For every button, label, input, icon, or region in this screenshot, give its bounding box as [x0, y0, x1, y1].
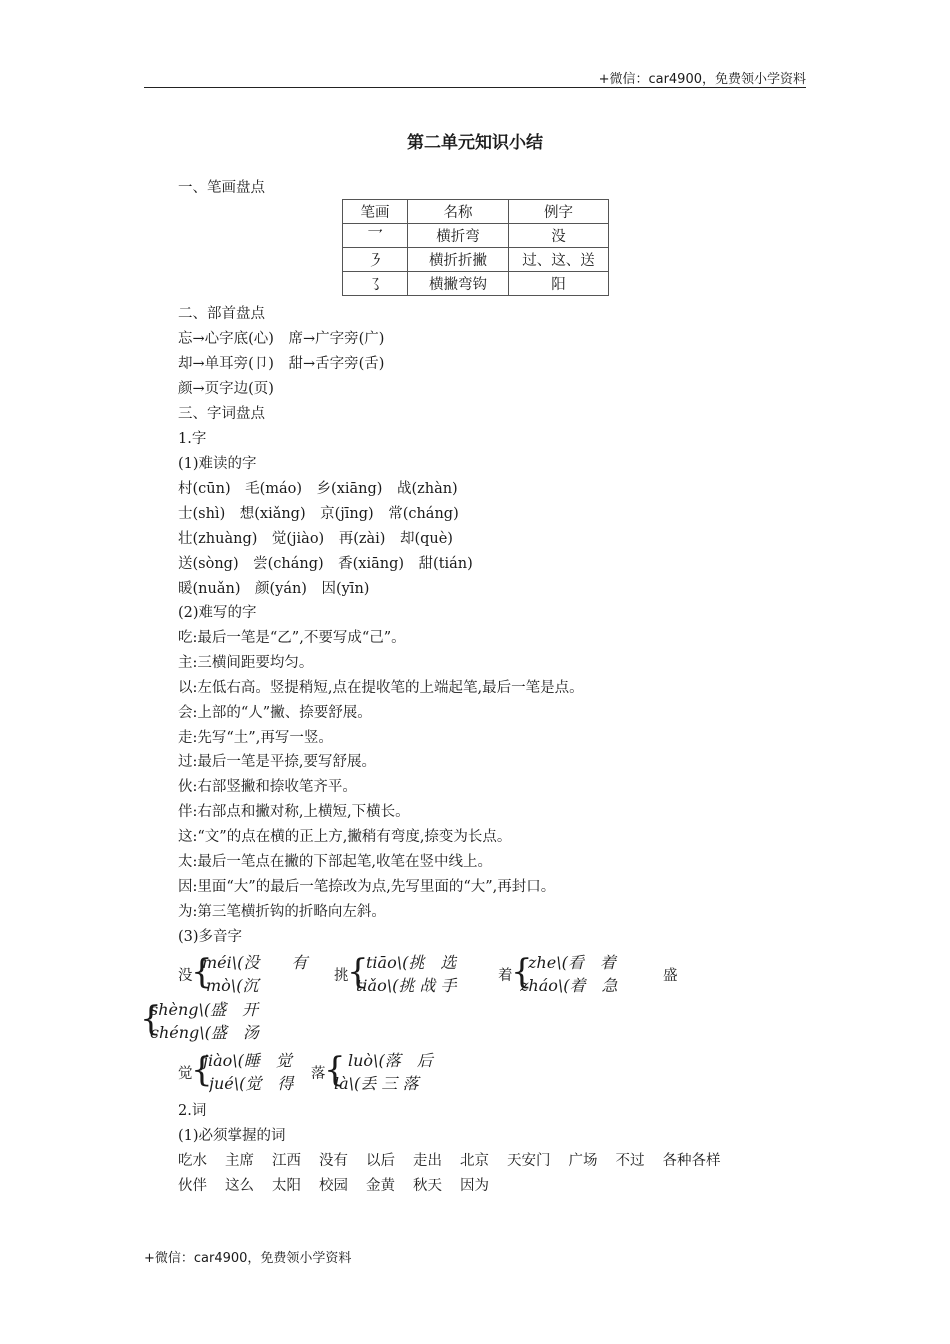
brace-icon: { — [191, 952, 213, 992]
stroke-example: 过、这、送 — [509, 248, 609, 272]
brace-icon: { — [140, 999, 162, 1039]
word-item: 以后 — [366, 1153, 395, 1169]
word-item: 因为 — [460, 1178, 489, 1194]
word-item: 广场 — [568, 1153, 598, 1169]
table-header-cell: 笔画 — [343, 200, 408, 224]
polyphone-reading: chéng\(盛 汤 — [150, 1023, 259, 1042]
table-header-cell: 名称 — [408, 200, 509, 224]
word-item: 吃水 — [178, 1153, 207, 1169]
word-item: 走出 — [413, 1153, 442, 1169]
page-title: 第二单元知识小结 — [407, 133, 543, 153]
hard-write-line: 为:第三笔横折钩的折略向左斜。 — [178, 904, 386, 920]
brace-icon: { — [347, 952, 369, 992]
header-note: +微信：car4900，免费领小学资料 — [598, 72, 806, 87]
stroke-example: 阳 — [509, 272, 609, 296]
section1-heading: 一、笔画盘点 — [178, 180, 265, 196]
polyphone-reading: zháo\(着 急 — [520, 976, 618, 995]
word-item: 秋天 — [413, 1178, 442, 1194]
stroke-example: 没 — [509, 224, 609, 248]
stroke-table — [342, 199, 609, 296]
word-item: 天安门 — [507, 1153, 551, 1169]
polyphone-char: 没 — [178, 968, 193, 984]
must-words-heading: (1)必须掌握的词 — [178, 1128, 286, 1144]
polyphone-reading: zhe\(看 着 — [528, 953, 616, 972]
hard-write-line: 伴:右部点和撇对称,上横短,下横长。 — [178, 804, 410, 820]
word-item: 江西 — [272, 1153, 301, 1169]
hard-read-line: 壮(zhuàng) 觉(jiào) 再(zài) 却(què) — [178, 531, 453, 547]
hard-write-line: 过:最后一笔是平捺,要写舒展。 — [178, 754, 376, 770]
word-item: 金黄 — [366, 1178, 395, 1194]
polyphone-reading: luò\(落 后 — [348, 1051, 433, 1070]
table-row — [343, 272, 609, 296]
hard-write-line: 太:最后一笔点在撇的下部起笔,收笔在竖中线上。 — [178, 854, 492, 870]
polyphone-reading: tiāo\(挑 选 — [366, 953, 457, 972]
polyphone-char: 盛 — [663, 968, 678, 984]
word-item: 校园 — [319, 1178, 348, 1194]
polyphone-reading: tiǎo\(挑 战 手 — [356, 976, 457, 995]
hard-write-line: 走:先写“土”,再写一竖。 — [178, 730, 333, 746]
footer-note: +微信：car4900，免费领小学资料 — [144, 1251, 352, 1266]
hard-read-line: 士(shì) 想(xiǎng) 京(jīng) 常(cháng) — [178, 506, 459, 522]
table-row — [343, 248, 609, 272]
subsection-characters: 1.字 — [178, 431, 207, 447]
polyphone-reading: mò\(沉 — [206, 976, 259, 995]
header-divider — [144, 87, 806, 88]
hard-write-line: 主:三横间距要均匀。 — [178, 655, 314, 671]
word-item: 各种各样 — [662, 1153, 721, 1169]
hard-write-line: 这:“文”的点在横的正上方,撇稍有弯度,捺变为长点。 — [178, 829, 512, 845]
stroke-name: 横折折撇 — [408, 248, 509, 272]
section3-heading: 三、字词盘点 — [178, 406, 265, 422]
hard-read-line: 送(sòng) 尝(cháng) 香(xiāng) 甜(tián) — [178, 556, 473, 572]
polyphone-heading: (3)多音字 — [178, 929, 243, 945]
radical-line: 却→单耳旁(卩) 甜→舌字旁(舌) — [178, 356, 385, 372]
table-header-row — [343, 200, 609, 224]
brace-icon: { — [511, 952, 533, 992]
hard-write-line: 会:上部的“人”撇、捺要舒展。 — [178, 705, 372, 721]
hard-write-line: 因:里面“大”的最后一笔捺改为点,先写里面的“大”,再封口。 — [178, 879, 556, 895]
word-item: 不过 — [615, 1153, 645, 1169]
polyphone-char: 着 — [498, 968, 513, 984]
table-row — [343, 224, 609, 248]
radical-line: 忘→心字底(心) 席→广字旁(广) — [178, 331, 385, 347]
hard-write-heading: (2)难写的字 — [178, 605, 257, 621]
radical-line: 颜→页字边(页) — [178, 381, 274, 397]
word-list-row — [178, 1176, 507, 1196]
polyphone-char: 觉 — [178, 1066, 193, 1082]
brace-icon: { — [191, 1050, 213, 1090]
hard-write-line: 以:左低右高。竖提稍短,点在提收笔的上端起笔,最后一笔是点。 — [178, 680, 584, 696]
word-item: 没有 — [319, 1153, 348, 1169]
polyphone-char: 落 — [311, 1066, 326, 1082]
table-header-cell: 例字 — [509, 200, 609, 224]
polyphone-reading: jué\(觉 得 — [209, 1074, 294, 1093]
section2-heading: 二、部首盘点 — [178, 306, 265, 322]
hard-read-line: 暖(nuǎn) 颜(yán) 因(yīn) — [178, 581, 370, 597]
brace-icon: { — [324, 1050, 346, 1090]
subsection-words: 2.词 — [178, 1103, 207, 1119]
polyphone-char: 挑 — [334, 968, 349, 984]
word-item: 这么 — [225, 1178, 254, 1194]
hard-write-line: 吃:最后一笔是“乙”,不要写成“己”。 — [178, 630, 406, 646]
hard-write-line: 伙:右部竖撇和捺收笔齐平。 — [178, 779, 357, 795]
stroke-glyph: 乛 — [343, 224, 408, 248]
hard-read-line: 村(cūn) 毛(máo) 乡(xiāng) 战(zhàn) — [178, 481, 458, 497]
hard-read-heading: (1)难读的字 — [178, 456, 257, 472]
polyphone-reading: shèng\(盛 开 — [150, 1000, 259, 1019]
word-list-row — [178, 1151, 739, 1171]
polyphone-reading: méi\(没 有 — [202, 953, 308, 972]
word-item: 伙伴 — [178, 1178, 207, 1194]
stroke-glyph: ㇌ — [343, 272, 408, 296]
polyphone-reading: jiào\(睡 觉 — [203, 1051, 292, 1070]
word-item: 北京 — [460, 1153, 489, 1169]
stroke-name: 横折弯 — [408, 224, 509, 248]
word-item: 主席 — [225, 1153, 254, 1169]
word-item: 太阳 — [272, 1178, 301, 1194]
stroke-glyph: ㇋ — [343, 248, 408, 272]
polyphone-reading: là\(丢 三 落 — [334, 1074, 419, 1093]
stroke-name: 横撇弯钩 — [408, 272, 509, 296]
